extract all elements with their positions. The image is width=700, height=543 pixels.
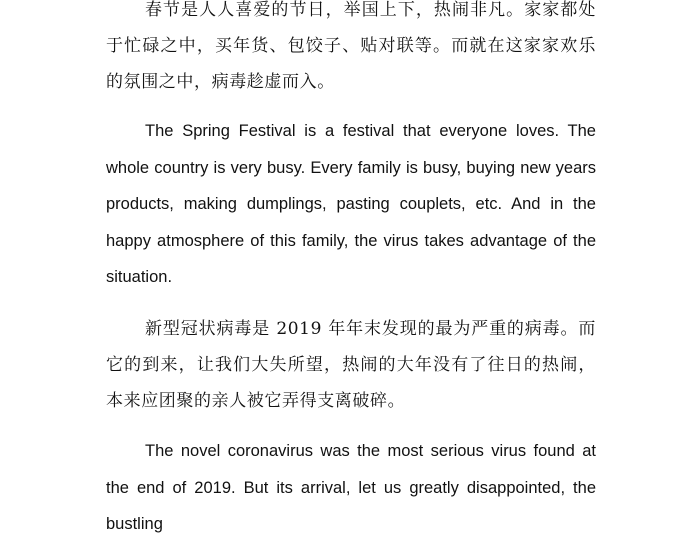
paragraph-english-1: The Spring Festival is a festival that everyone loves. The whole country is very busy. Every family is busy, buying new years products, making dumplings, pasting couplets, etc. And in the happy atmosphere of this family, the virus takes advantage of the situation. [106, 122, 596, 286]
paragraph-chinese-2: 新型冠状病毒是 2019 年年末发现的最为严重的病毒。而它的到来，让我们大失所望，热闹的大年没有了往日的热闹，本来应团聚的亲人被它弄得支离破碎。 [106, 319, 596, 411]
paragraph-chinese-1: 春节是人人喜爱的节日，举国上下，热闹非凡。家家都处于忙碌之中，买年货、包饺子、贴对联等。而就在这家家欢乐的氛围之中，病毒趁虚而入。 [106, 0, 596, 92]
paragraph-english-2: The novel coronavirus was the most serious virus found at the end of 2019. But its arrival, let us greatly disappointed, the bustling [106, 442, 596, 533]
